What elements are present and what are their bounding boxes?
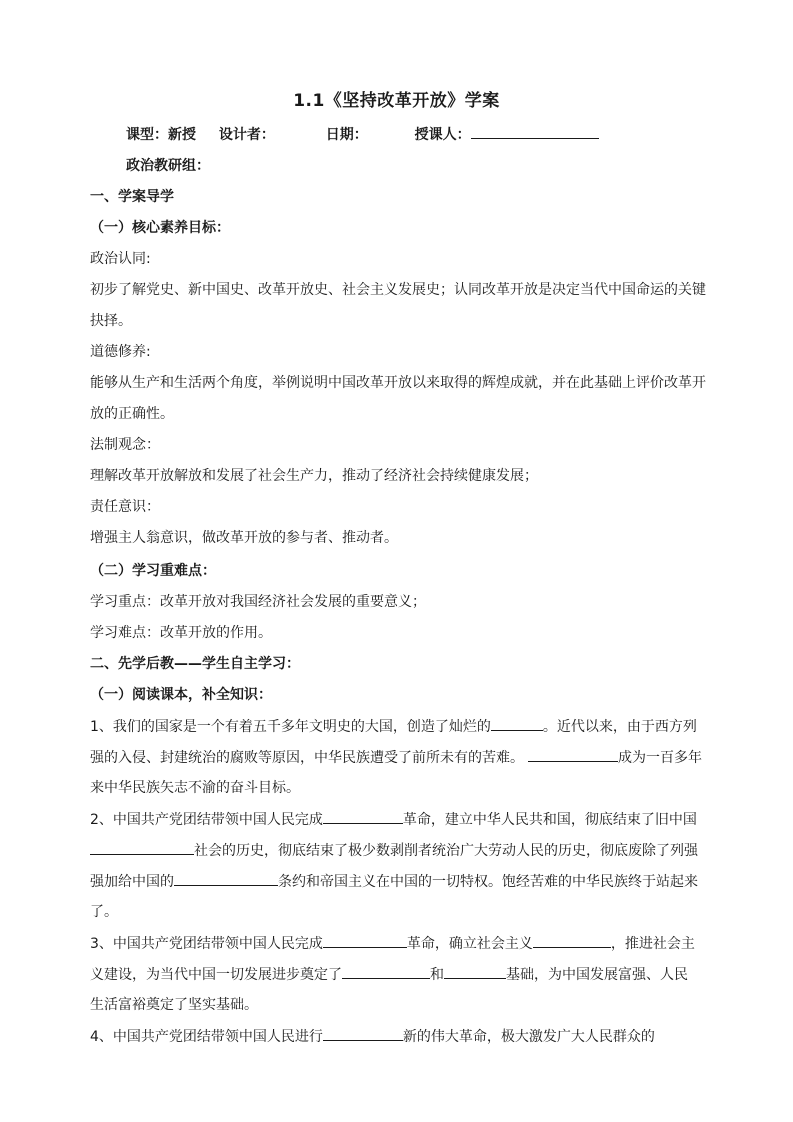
question-2-line-1: 2、中国共产党团结带领中国人民完成 革命，建立中华人民共和国，彻底结束了旧中国: [90, 809, 710, 830]
section2-heading: 二、先学后教——学生自主学习：: [90, 656, 300, 672]
question-1-line-2: 强的入侵、封建统治的腐败等原因，中华民族遭受了前所未有的苦难。 成为一百多年: [90, 747, 710, 768]
teacher-blank[interactable]: [471, 124, 599, 139]
duty-label: 责任意识：: [90, 499, 160, 515]
fill-blank[interactable]: [323, 809, 403, 824]
political-text-2: 抉择。: [90, 313, 132, 329]
group-label: 政治教研组：: [126, 158, 210, 174]
question-2-line-2: 社会的历史，彻底结束了极少数剥削者统治广大劳动人民的历史，彻底废除了列强: [90, 840, 710, 861]
date-label: 日期：: [325, 127, 368, 143]
difficulty: 学习难点：改革开放的作用。: [90, 625, 272, 641]
meta-row: [126, 124, 746, 145]
question-3-line-2: 义建设，为当代中国一切发展进步奠定了 和 基础，为中国发展富强、人民: [90, 964, 710, 985]
law-label: 法制观念：: [90, 437, 160, 453]
question-4-line-1: 4、中国共产党团结带领中国人民进行 新的伟大革命，极大激发广大人民群众的: [90, 1026, 710, 1047]
moral-text-2: 放的正确性。: [90, 406, 174, 422]
section1-heading: 一、学案导学: [90, 189, 174, 205]
teacher-label: 授课人：: [414, 127, 471, 143]
designer-label: 设计者：: [218, 127, 275, 143]
fill-blank[interactable]: [533, 933, 611, 948]
fill-blank[interactable]: [491, 716, 543, 731]
question-2-line-4: 了。: [90, 904, 118, 920]
law-text: 理解改革开放解放和发展了社会生产力，推动了经济社会持续健康发展；: [90, 468, 538, 484]
question-3-line-1: 3、中国共产党团结带领中国人民完成 革命，确立社会主义 ，推进社会主: [90, 933, 710, 954]
course-type: 课型：新授: [126, 127, 196, 143]
fill-blank[interactable]: [90, 840, 194, 855]
fill-blank[interactable]: [323, 933, 407, 948]
question-1-line-1: 1、我们的国家是一个有着五千多年文明史的大国，创造了灿烂的 。近代以来，由于西方列: [90, 716, 710, 737]
section2-sub1: （一）阅读课本，补全知识：: [90, 687, 272, 703]
political-text-1: 初步了解党史、新中国史、改革开放史、社会主义发展史；认同改革开放是决定当代中国命运的关键: [90, 282, 706, 298]
question-3-line-3: 生活富裕奠定了坚实基础。: [90, 997, 258, 1013]
fill-blank[interactable]: [342, 964, 430, 979]
page-title: 1.1《坚持改革开放》学案: [293, 91, 500, 111]
moral-text-1: 能够从生产和生活两个角度，举例说明中国改革开放以来取得的辉煌成就，并在此基础上评价改革开: [90, 375, 706, 391]
question-1-line-3: 来中华民族矢志不渝的奋斗目标。: [90, 780, 300, 796]
fill-blank[interactable]: [528, 747, 618, 762]
section1-sub1: （一）核心素养目标：: [90, 220, 230, 236]
section1-sub2: （二）学习重难点：: [90, 563, 216, 579]
question-2-line-3: 强加给中国的 条约和帝国主义在中国的一切特权。饱经苦难的中华民族终于站起来: [90, 871, 710, 892]
fill-blank[interactable]: [174, 871, 278, 886]
moral-label: 道德修养:: [90, 344, 151, 360]
key-point: 学习重点：改革开放对我国经济社会发展的重要意义；: [90, 594, 426, 610]
fill-blank[interactable]: [444, 964, 506, 979]
fill-blank[interactable]: [323, 1026, 403, 1041]
duty-text: 增强主人翁意识，做改革开放的参与者、推动者。: [90, 530, 398, 546]
political-label: 政治认同:: [90, 251, 151, 267]
